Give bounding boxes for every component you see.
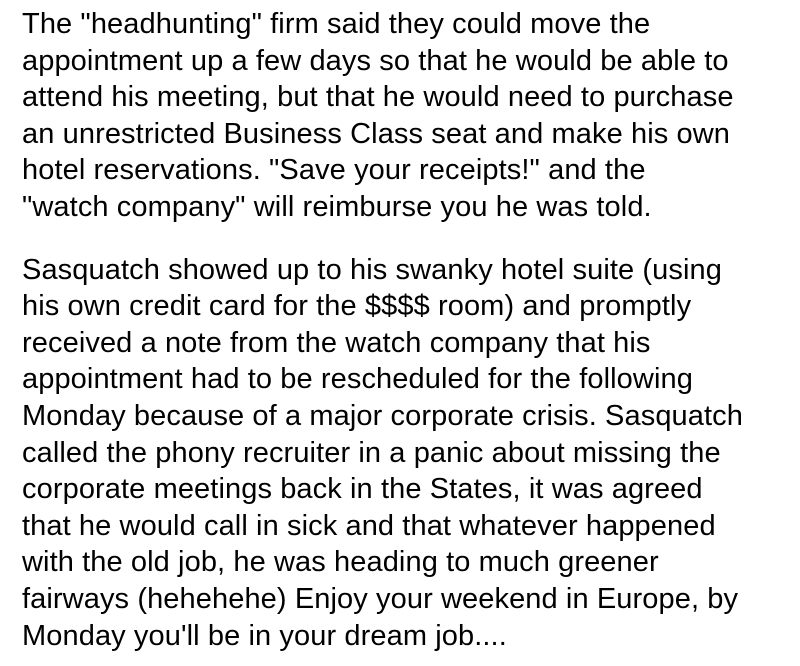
text-line: corporate meetings back in the States, it was agreed [22,473,703,506]
text-line: hotel reservations. "Save your receipts!" and the [22,154,646,187]
text-line: fairways (hehehehe) Enjoy your weekend in Europe, by [22,582,739,615]
text-line: received a note from the watch company that his [22,326,651,359]
text-line: appointment had to be rescheduled for the following [22,363,693,396]
text-line: that he would call in sick and that whatever happened [22,509,716,542]
text-line: called the phony recruiter in a panic about missing the [22,436,721,469]
text-line: Monday because of a major corporate crisis. Sasquatch [22,399,743,432]
paragraph-1 [22,6,780,226]
text-line: appointment up a few days so that he would be able to [22,44,729,77]
text-line: his own credit card for the $$$$ room) and promptly [22,290,692,323]
paragraph-2 [22,252,780,655]
text-line: with the old job, he was heading to much greener [22,546,659,579]
text-line: The "headhunting" firm said they could move the [22,8,651,40]
text-line: an unrestricted Business Class seat and make his own [22,117,730,150]
text-line: Monday you'll be in your dream job.... [22,619,507,652]
text-line: Sasquatch showed up to his swanky hotel suite (using [22,253,722,286]
text-line: "watch company" will reimburse you he was told. [22,190,652,223]
text-line: attend his meeting, but that he would need to purchase [22,81,734,114]
